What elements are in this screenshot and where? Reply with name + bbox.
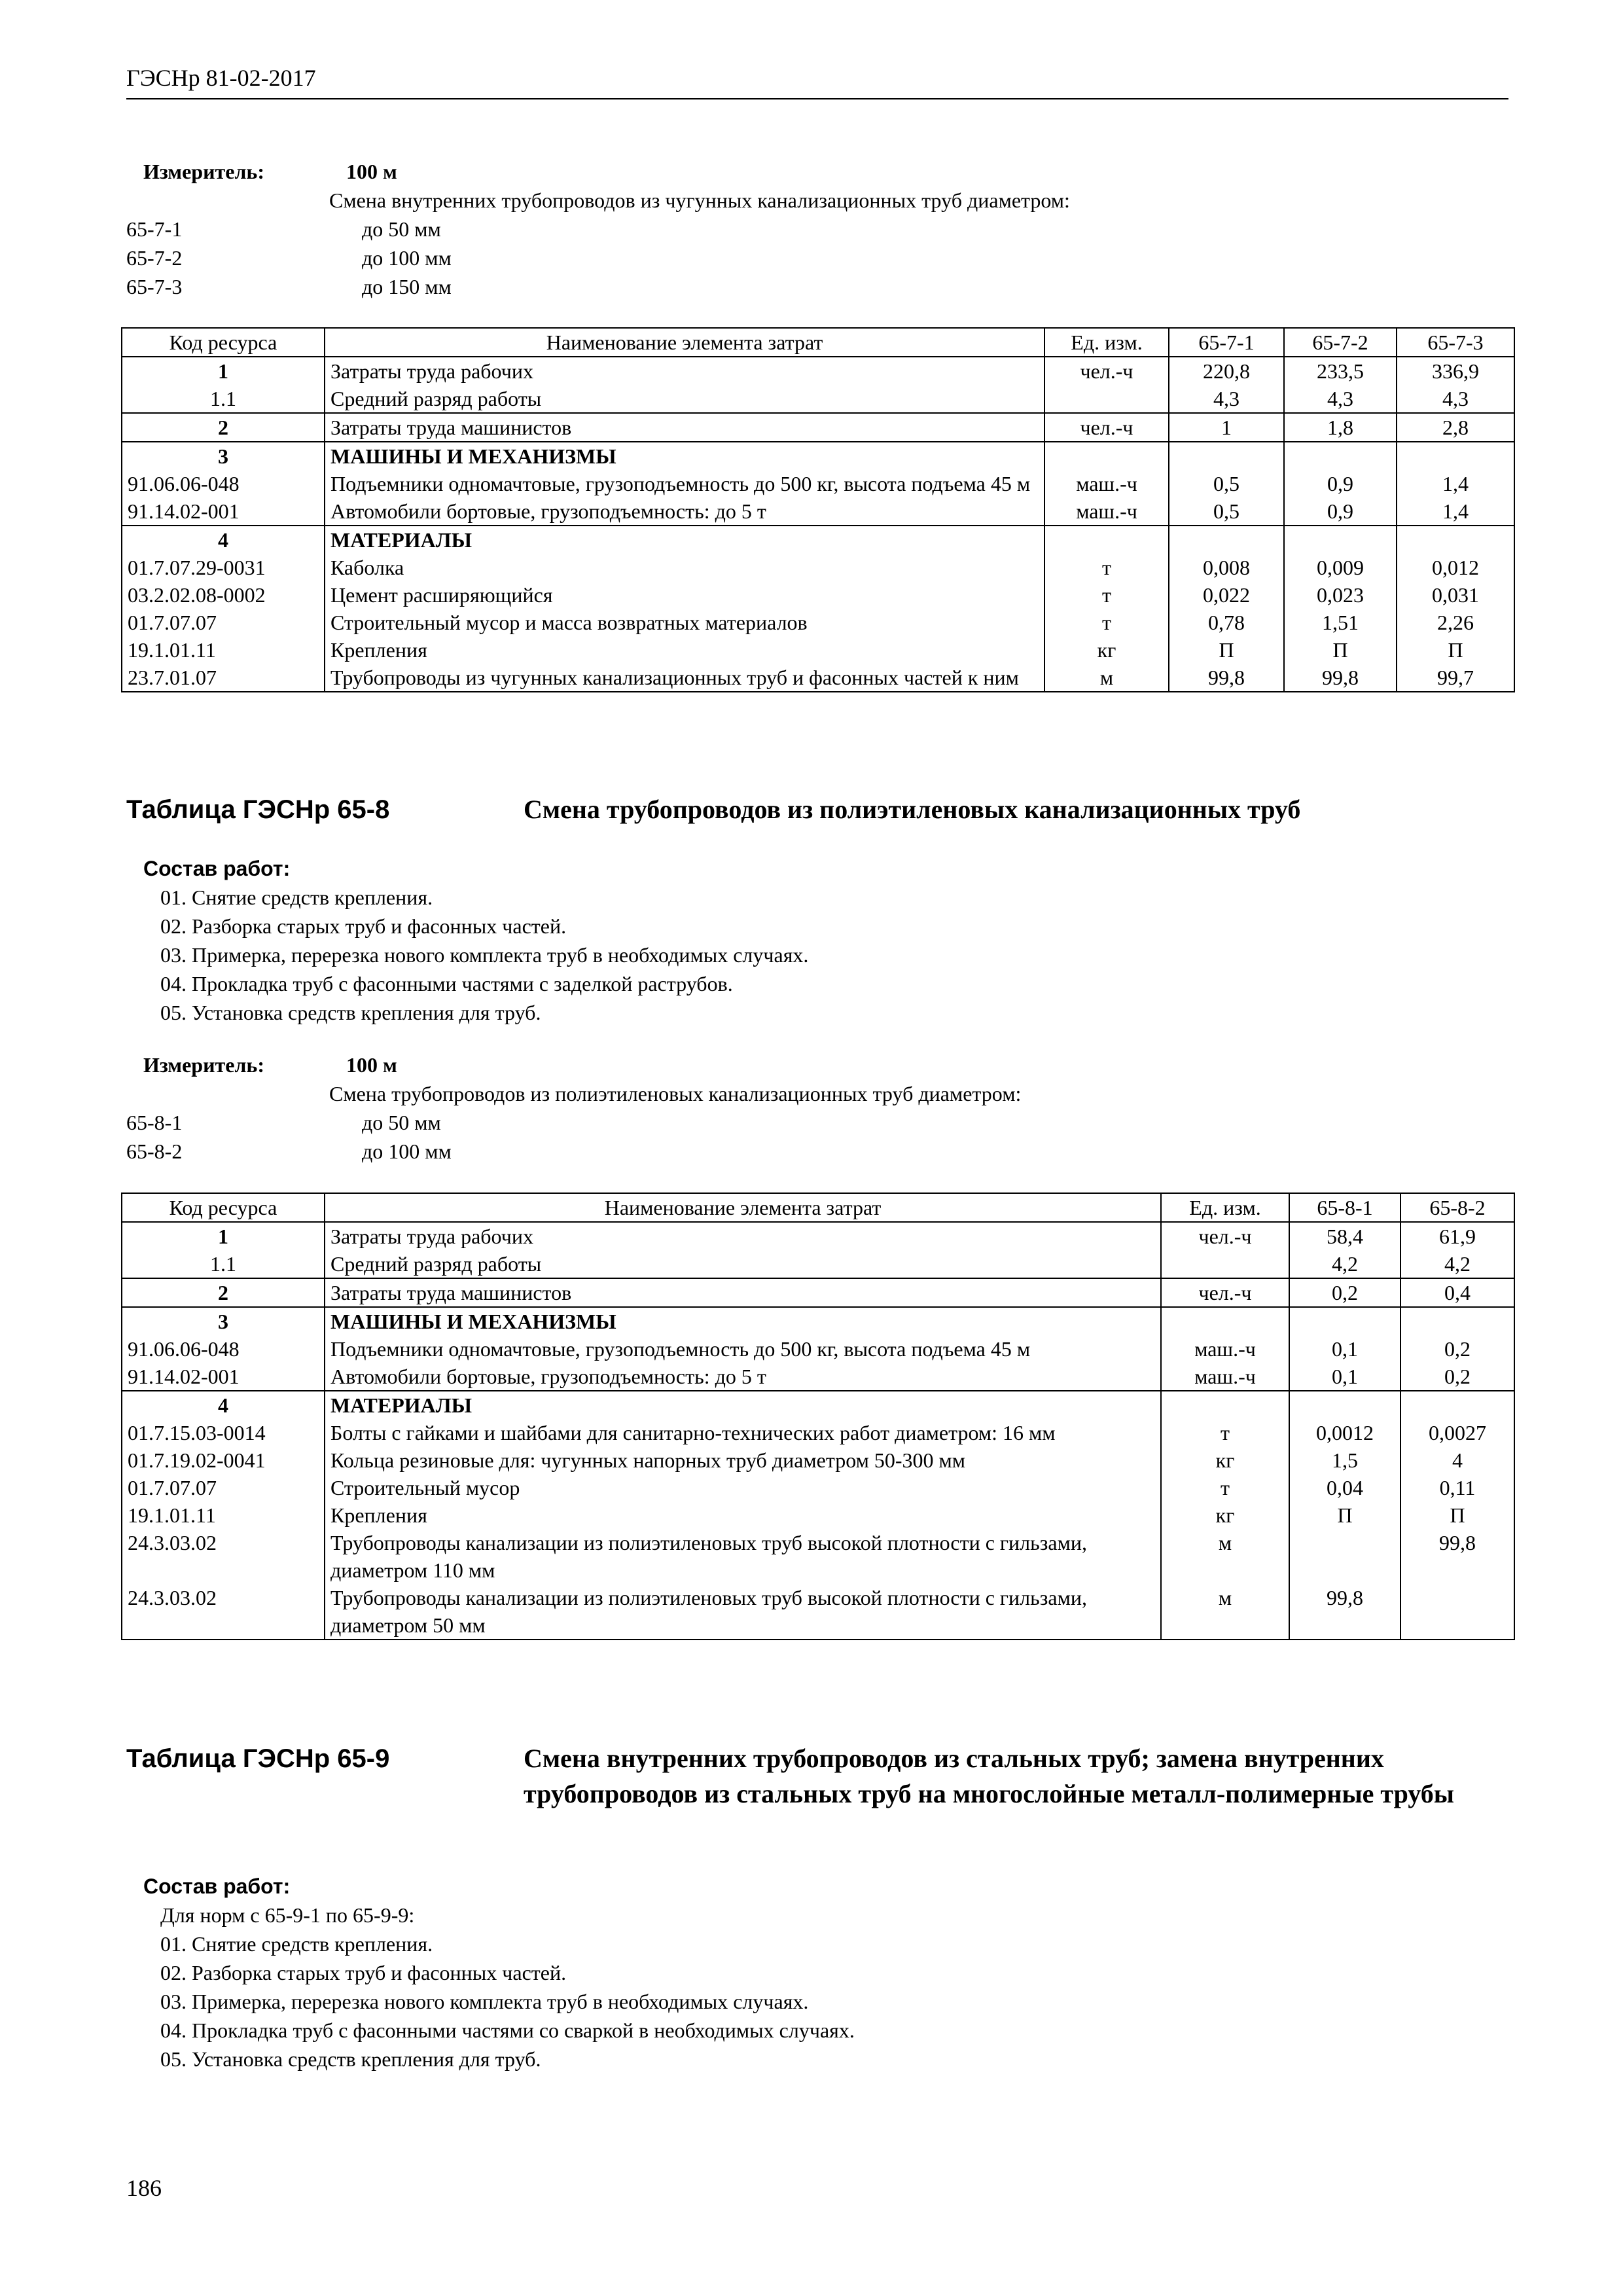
cell-value: 0,4 <box>1400 1278 1514 1307</box>
table-row <box>122 554 1514 581</box>
cell-value <box>1289 1529 1400 1584</box>
measure-value: 100 м <box>346 1053 397 1077</box>
cell-name: Кольца резиновые для: чугунных напорных труб диаметром 50-300 мм <box>325 1446 1161 1474</box>
table-row <box>122 636 1514 664</box>
table-row <box>122 1584 1514 1640</box>
cell-value <box>1400 1584 1514 1640</box>
cell-unit <box>1161 1307 1289 1335</box>
cell-value: 1,8 <box>1284 413 1397 442</box>
cell-value: 4,3 <box>1397 385 1514 413</box>
norm-text: до 50 мм <box>362 217 441 241</box>
col-header: 65-8-1 <box>1289 1193 1400 1222</box>
cell-value <box>1284 526 1397 554</box>
cell-name: МАТЕРИАЛЫ <box>325 526 1044 554</box>
works-item: 02. Разборка старых труб и фасонных частей. <box>160 914 567 938</box>
cell-name: Затраты труда рабочих <box>325 1222 1161 1250</box>
measure-block-2 <box>126 1050 1508 1166</box>
cell-value: 0,1 <box>1289 1363 1400 1391</box>
cell-value: 0,11 <box>1400 1474 1514 1501</box>
cell-value <box>1169 526 1284 554</box>
table-row <box>122 1278 1514 1307</box>
cell-value: 4 <box>1400 1446 1514 1474</box>
running-header: ГЭСНр 81-02-2017 <box>126 65 316 91</box>
cell-name: МАТЕРИАЛЫ <box>325 1391 1161 1419</box>
cell-value: 99,8 <box>1169 664 1284 692</box>
cell-code: 03.2.02.08-0002 <box>122 581 325 609</box>
norm-code: 65-7-2 <box>126 246 183 270</box>
cell-name: Крепления <box>325 1501 1161 1529</box>
cell-code: 1 <box>122 357 325 385</box>
works-item: 04. Прокладка труб с фасонными частями с заделкой раструбов. <box>160 972 733 996</box>
works-item: 05. Установка средств крепления для труб. <box>160 1001 541 1024</box>
cell-value: 220,8 <box>1169 357 1284 385</box>
table-row <box>122 1391 1514 1419</box>
resource-table-65-7 <box>121 327 1515 692</box>
table-row <box>122 1419 1514 1446</box>
cell-value: 0,031 <box>1397 581 1514 609</box>
cell-code: 91.06.06-048 <box>122 1335 325 1363</box>
cell-code: 4 <box>122 1391 325 1419</box>
col-header: Наименование элемента затрат <box>325 1193 1161 1222</box>
works-label: Состав работ: <box>143 1874 291 1898</box>
table-row <box>122 385 1514 413</box>
table-row <box>122 1222 1514 1250</box>
cell-code: 4 <box>122 526 325 554</box>
cell-value: П <box>1397 636 1514 664</box>
works-list-65-9 <box>126 1872 855 2073</box>
cell-value: 336,9 <box>1397 357 1514 385</box>
cell-value: 4,2 <box>1289 1250 1400 1278</box>
cell-value: 0,2 <box>1400 1335 1514 1363</box>
cell-value: 0,9 <box>1284 497 1397 526</box>
cell-code: 3 <box>122 1307 325 1335</box>
cell-value: 61,9 <box>1400 1222 1514 1250</box>
cell-name: Затраты труда рабочих <box>325 357 1044 385</box>
cell-code: 3 <box>122 442 325 470</box>
cell-value: 0,78 <box>1169 609 1284 636</box>
table-row <box>122 609 1514 636</box>
works-item: 05. Установка средств крепления для труб. <box>160 2047 541 2071</box>
cell-value: 0,0012 <box>1289 1419 1400 1446</box>
cell-value: 0,023 <box>1284 581 1397 609</box>
cell-unit <box>1044 526 1169 554</box>
table-row <box>122 1250 1514 1278</box>
cell-code: 91.14.02-001 <box>122 1363 325 1391</box>
norm-code: 65-8-2 <box>126 1139 183 1163</box>
cell-value <box>1400 1391 1514 1419</box>
cell-name: Цемент расширяющийся <box>325 581 1044 609</box>
cell-unit: м <box>1161 1584 1289 1640</box>
cell-value: 2,8 <box>1397 413 1514 442</box>
cell-value: 0,1 <box>1289 1335 1400 1363</box>
cell-value: 0,04 <box>1289 1474 1400 1501</box>
table-row <box>122 1307 1514 1335</box>
cell-code: 01.7.19.02-0041 <box>122 1446 325 1474</box>
cell-value: 233,5 <box>1284 357 1397 385</box>
cell-value: 0,0027 <box>1400 1419 1514 1446</box>
table-row <box>122 526 1514 554</box>
cell-code: 19.1.01.11 <box>122 636 325 664</box>
works-item: 03. Примерка, перерезка нового комплекта труб в необходимых случаях. <box>160 1990 809 2013</box>
measure-description: Смена внутренних трубопроводов из чугунных канализационных труб диаметром: <box>329 188 1070 212</box>
cell-value <box>1289 1391 1400 1419</box>
table-row <box>122 1335 1514 1363</box>
cell-code: 01.7.07.29-0031 <box>122 554 325 581</box>
cell-value: 1,4 <box>1397 497 1514 526</box>
cell-value: 1,4 <box>1397 470 1514 497</box>
cell-unit: чел.-ч <box>1044 357 1169 385</box>
cell-code: 01.7.07.07 <box>122 1474 325 1501</box>
norm-text: до 100 мм <box>362 1139 452 1163</box>
works-list-65-8 <box>126 854 808 1027</box>
cell-name: Болты с гайками и шайбами для санитарно-технических работ диаметром: 16 мм <box>325 1419 1161 1446</box>
page-number: 186 <box>126 2175 162 2201</box>
col-header: 65-8-2 <box>1400 1193 1514 1222</box>
table-row <box>122 497 1514 526</box>
cell-unit <box>1044 442 1169 470</box>
cell-value: 0,009 <box>1284 554 1397 581</box>
measure-block-1 <box>126 157 1508 301</box>
table-row <box>122 1529 1514 1584</box>
cell-value: 0,2 <box>1400 1363 1514 1391</box>
col-header: Ед. изм. <box>1161 1193 1289 1222</box>
cell-unit: т <box>1161 1474 1289 1501</box>
cell-unit: кг <box>1161 1446 1289 1474</box>
cell-unit: маш.-ч <box>1044 497 1169 526</box>
cell-unit: т <box>1044 609 1169 636</box>
works-item: 03. Примерка, перерезка нового комплекта труб в необходимых случаях. <box>160 943 809 967</box>
table-row <box>122 1474 1514 1501</box>
cell-value: 99,8 <box>1284 664 1397 692</box>
col-header: Наименование элемента затрат <box>325 328 1044 357</box>
cell-unit: т <box>1044 581 1169 609</box>
cell-name: Автомобили бортовые, грузоподъемность: до 5 т <box>325 497 1044 526</box>
cell-code: 91.14.02-001 <box>122 497 325 526</box>
cell-value: П <box>1400 1501 1514 1529</box>
works-label: Состав работ: <box>143 857 291 880</box>
cell-value: 4,3 <box>1169 385 1284 413</box>
col-header: 65-7-3 <box>1397 328 1514 357</box>
table-row <box>122 357 1514 385</box>
cell-name: Подъемники одномачтовые, грузоподъемность до 500 кг, высота подъема 45 м <box>325 470 1044 497</box>
norm-code: 65-7-3 <box>126 275 183 298</box>
measure-label: Измеритель: <box>143 160 264 183</box>
cell-value: 0,2 <box>1289 1278 1400 1307</box>
cell-unit <box>1044 385 1169 413</box>
measure-description: Смена трубопроводов из полиэтиленовых канализационных труб диаметром: <box>329 1082 1022 1105</box>
cell-value: 4,3 <box>1284 385 1397 413</box>
cell-value: 0,9 <box>1284 470 1397 497</box>
measure-label: Измеритель: <box>143 1053 264 1077</box>
cell-name: Затраты труда машинистов <box>325 413 1044 442</box>
table-row <box>122 664 1514 692</box>
cell-unit: чел.-ч <box>1044 413 1169 442</box>
cell-value: 99,8 <box>1289 1584 1400 1640</box>
cell-unit: маш.-ч <box>1161 1363 1289 1391</box>
norm-text: до 150 мм <box>362 275 452 298</box>
cell-code: 01.7.15.03-0014 <box>122 1419 325 1446</box>
cell-value: 58,4 <box>1289 1222 1400 1250</box>
cell-value: 0,022 <box>1169 581 1284 609</box>
cell-unit: чел.-ч <box>1161 1222 1289 1250</box>
table-title-65-8: Смена трубопроводов из полиэтиленовых канализационных труб <box>524 795 1301 824</box>
norm-code: 65-7-1 <box>126 217 183 241</box>
table-label-65-8: Таблица ГЭСНр 65-8 <box>126 795 390 824</box>
cell-name: Автомобили бортовые, грузоподъемность: до 5 т <box>325 1363 1161 1391</box>
cell-value: П <box>1284 636 1397 664</box>
cell-value <box>1397 526 1514 554</box>
cell-unit: т <box>1161 1419 1289 1446</box>
cell-name: Крепления <box>325 636 1044 664</box>
cell-unit: м <box>1161 1529 1289 1584</box>
cell-unit: маш.-ч <box>1161 1335 1289 1363</box>
cell-value: 99,7 <box>1397 664 1514 692</box>
works-item: 04. Прокладка труб с фасонными частями со сваркой в необходимых случаях. <box>160 2018 855 2042</box>
cell-value: 1,51 <box>1284 609 1397 636</box>
cell-code: 23.7.01.07 <box>122 664 325 692</box>
cell-code: 2 <box>122 1278 325 1307</box>
table-row <box>122 413 1514 442</box>
cell-name: Строительный мусор <box>325 1474 1161 1501</box>
cell-code: 24.3.03.02 <box>122 1584 325 1640</box>
cell-name: Трубопроводы канализации из полиэтиленовых труб высокой плотности с гильзами, диаметром 110 мм <box>325 1529 1161 1584</box>
cell-value <box>1284 442 1397 470</box>
cell-code: 24.3.03.02 <box>122 1529 325 1584</box>
cell-code: 01.7.07.07 <box>122 609 325 636</box>
cell-value: 4,2 <box>1400 1250 1514 1278</box>
works-item: 01. Снятие средств крепления. <box>160 1932 433 1956</box>
cell-value: 1 <box>1169 413 1284 442</box>
works-item: Для норм с 65-9-1 по 65-9-9: <box>160 1903 415 1927</box>
table-row <box>122 1446 1514 1474</box>
works-item: 01. Снятие средств крепления. <box>160 886 433 909</box>
cell-code: 1.1 <box>122 1250 325 1278</box>
cell-unit: кг <box>1044 636 1169 664</box>
norm-code: 65-8-1 <box>126 1111 183 1134</box>
cell-name: Трубопроводы из чугунных канализационных труб и фасонных частей к ним <box>325 664 1044 692</box>
cell-name: Затраты труда машинистов <box>325 1278 1161 1307</box>
cell-code: 1 <box>122 1222 325 1250</box>
cell-unit: м <box>1044 664 1169 692</box>
cell-value: П <box>1289 1501 1400 1529</box>
cell-unit: чел.-ч <box>1161 1278 1289 1307</box>
cell-code: 19.1.01.11 <box>122 1501 325 1529</box>
cell-unit: кг <box>1161 1501 1289 1529</box>
cell-name: Строительный мусор и масса возвратных материалов <box>325 609 1044 636</box>
cell-unit <box>1161 1250 1289 1278</box>
cell-value: 0,5 <box>1169 497 1284 526</box>
cell-value: П <box>1169 636 1284 664</box>
measure-value: 100 м <box>346 160 397 183</box>
cell-name: Средний разряд работы <box>325 385 1044 413</box>
cell-name: Каболка <box>325 554 1044 581</box>
table-label-65-9: Таблица ГЭСНр 65-9 <box>126 1744 390 1773</box>
cell-name: Средний разряд работы <box>325 1250 1161 1278</box>
col-header: 65-7-1 <box>1169 328 1284 357</box>
cell-code: 1.1 <box>122 385 325 413</box>
cell-name: Трубопроводы канализации из полиэтиленовых труб высокой плотности с гильзами, диаметром 50 мм <box>325 1584 1161 1640</box>
norm-text: до 100 мм <box>362 246 452 270</box>
cell-unit: т <box>1044 554 1169 581</box>
cell-name: Подъемники одномачтовые, грузоподъемность до 500 кг, высота подъема 45 м <box>325 1335 1161 1363</box>
cell-name: МАШИНЫ И МЕХАНИЗМЫ <box>325 1307 1161 1335</box>
col-header: Ед. изм. <box>1044 328 1169 357</box>
cell-value <box>1397 442 1514 470</box>
table-row <box>122 1363 1514 1391</box>
table-row <box>122 1501 1514 1529</box>
col-header: Код ресурса <box>122 1193 325 1222</box>
resource-table-65-8 <box>121 1193 1515 1640</box>
cell-value: 2,26 <box>1397 609 1514 636</box>
table-row <box>122 470 1514 497</box>
norm-text: до 50 мм <box>362 1111 441 1134</box>
cell-value <box>1169 442 1284 470</box>
cell-value: 1,5 <box>1289 1446 1400 1474</box>
table-row <box>122 581 1514 609</box>
header-rule <box>126 98 1508 99</box>
cell-value: 0,012 <box>1397 554 1514 581</box>
works-item: 02. Разборка старых труб и фасонных частей. <box>160 1961 567 1984</box>
cell-name: МАШИНЫ И МЕХАНИЗМЫ <box>325 442 1044 470</box>
cell-unit: маш.-ч <box>1044 470 1169 497</box>
table-title-65-9: Смена внутренних трубопроводов из стальных труб; замена внутренних трубопроводов из стальных труб на многослойные металл-полимерные трубы <box>524 1744 1454 1808</box>
cell-value <box>1289 1307 1400 1335</box>
table-row <box>122 442 1514 470</box>
cell-code: 91.06.06-048 <box>122 470 325 497</box>
cell-value: 0,008 <box>1169 554 1284 581</box>
cell-value: 0,5 <box>1169 470 1284 497</box>
col-header: 65-7-2 <box>1284 328 1397 357</box>
cell-value: 99,8 <box>1400 1529 1514 1584</box>
col-header: Код ресурса <box>122 328 325 357</box>
cell-unit <box>1161 1391 1289 1419</box>
cell-code: 2 <box>122 413 325 442</box>
cell-value <box>1400 1307 1514 1335</box>
